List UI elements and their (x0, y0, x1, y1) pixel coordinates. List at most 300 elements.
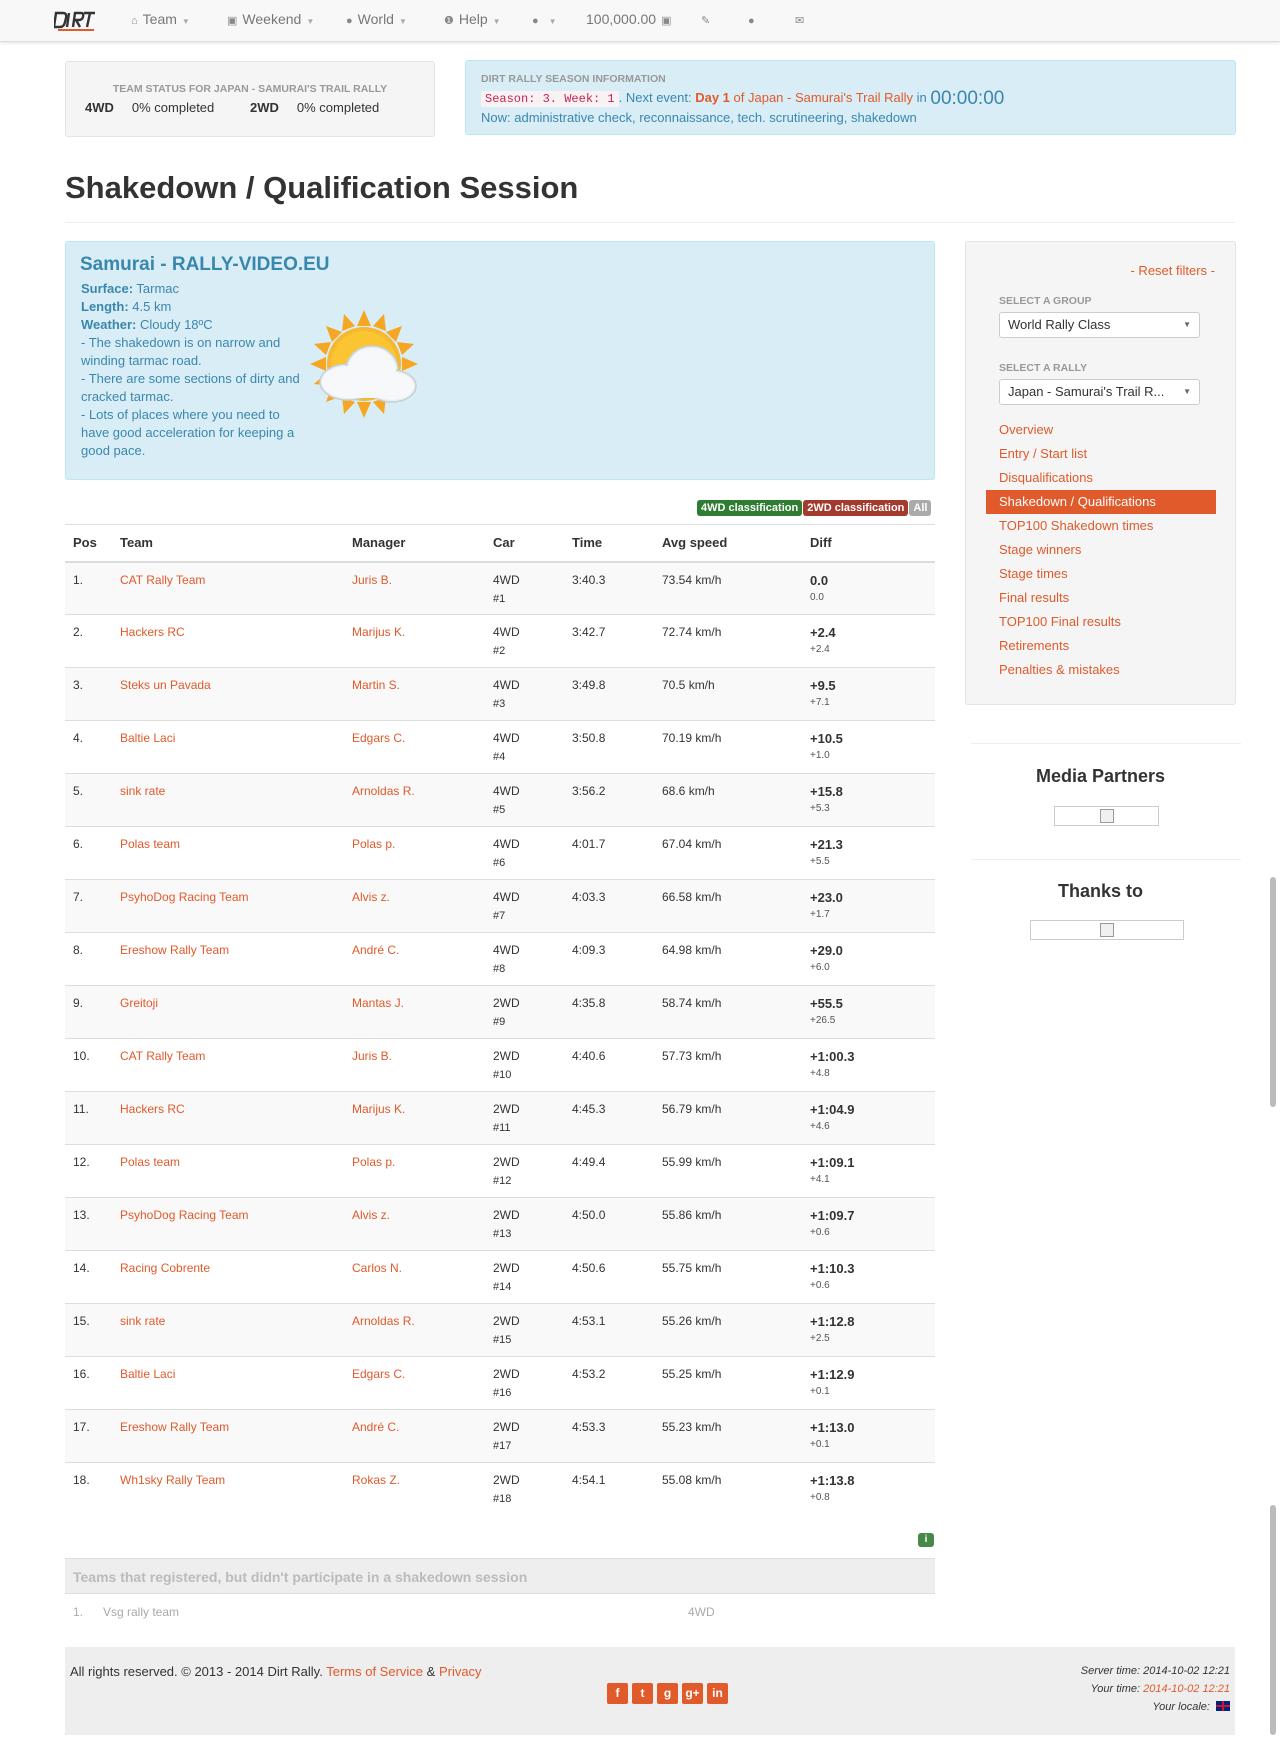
row-manager (344, 1463, 485, 1516)
gap-to-previous: +1.0 (810, 750, 830, 761)
row-pos: 18. (65, 1463, 112, 1516)
stage-note: - Lots of places where you need to have good acceleration for keeping a good pace. (81, 407, 295, 458)
row-team (112, 1410, 344, 1463)
row-diff: +1:00.3 +4.8 (802, 1039, 935, 1092)
page-footer (65, 1647, 1235, 1735)
col-diff: Diff (802, 525, 935, 562)
row-speed: 68.6 km/h (654, 774, 802, 827)
row-manager (344, 615, 485, 668)
row-team (112, 721, 344, 774)
team-link[interactable]: sink rate (120, 784, 166, 798)
next-event-rally: of Japan - Samurai's Trail Rally (729, 90, 914, 105)
gap-to-previous: +5.3 (810, 803, 830, 814)
reset-filters-link[interactable]: - Reset filters - (1130, 263, 1215, 278)
nav-help[interactable]: ❶ Help ▼ (444, 11, 501, 27)
row-manager (344, 1039, 485, 1092)
media-partners-heading: Media Partners (1035, 766, 1166, 786)
sidebar-link-stage-times[interactable]: Stage times (999, 566, 1068, 581)
time-info (1081, 1662, 1230, 1716)
row-diff: +1:09.7 +0.6 (802, 1198, 935, 1251)
row-diff: +23.0 +1.7 (802, 880, 935, 933)
col-car: Car (485, 525, 564, 562)
table-row (65, 1092, 935, 1145)
shakedown-results-table (65, 524, 935, 1516)
row-time: 3:56.2 (564, 774, 654, 827)
sidebar-link-stage-winners[interactable]: Stage winners (999, 542, 1082, 557)
row-team (112, 986, 344, 1039)
gap-to-previous: +4.6 (810, 1121, 830, 1132)
row-car: 2WD #16 (485, 1357, 564, 1410)
manager-link[interactable]: Martin S. (352, 678, 401, 692)
row-speed: 66.58 km/h (654, 880, 802, 933)
nav-mail[interactable] (795, 0, 809, 40)
nav-weekend[interactable]: ▣ Weekend ▼ (227, 11, 315, 27)
row-manager (344, 880, 485, 933)
table-row (65, 1410, 935, 1463)
row-team (112, 615, 344, 668)
sidebar-link-top100-final-results[interactable]: TOP100 Final results (999, 614, 1121, 629)
row-speed: 55.86 km/h (654, 1198, 802, 1251)
row-team (112, 880, 344, 933)
car-number: #5 (493, 804, 506, 816)
car-number: #17 (493, 1440, 512, 1452)
info-icon: ❶ (444, 15, 454, 27)
row-car: 2WD #12 (485, 1145, 564, 1198)
row-time: 4:03.3 (564, 880, 654, 933)
row-team (112, 1092, 344, 1145)
github-icon[interactable]: g (657, 1683, 678, 1704)
manager-link[interactable]: André C. (352, 943, 400, 957)
team-status-panel (65, 61, 435, 137)
season-week-code: Season: 3. Week: 1 (481, 91, 619, 107)
gap-to-previous: +0.1 (810, 1439, 830, 1450)
row-pos: 11. (65, 1092, 112, 1145)
table-row (65, 1463, 935, 1516)
gap-to-previous: +2.4 (810, 644, 830, 655)
table-row (65, 1145, 935, 1198)
team-link[interactable]: Wh1sky Rally Team (120, 1473, 226, 1487)
team-link[interactable]: PsyhoDog Racing Team (120, 890, 249, 904)
table-row (65, 721, 935, 774)
caret-down-icon: ▼ (181, 17, 190, 26)
nav-edit[interactable] (701, 0, 715, 40)
manager-link[interactable]: Mantas J. (352, 996, 405, 1010)
sidebar-link-final-results[interactable]: Final results (999, 590, 1070, 605)
row-pos: 10. (65, 1039, 112, 1092)
row-car: 2WD #9 (485, 986, 564, 1039)
gap-to-previous: +2.5 (810, 1333, 830, 1344)
row-speed: 73.54 km/h (654, 562, 802, 615)
top-navbar (0, 0, 1280, 42)
manager-link[interactable]: Alvis z. (352, 890, 391, 904)
nav-world[interactable]: ● World ▼ (346, 11, 407, 27)
row-speed: 67.04 km/h (654, 827, 802, 880)
gap-to-previous: +0.6 (810, 1227, 830, 1238)
server-time: Server time: 2014-10-02 12:21 (1080, 1665, 1230, 1677)
row-time: 4:35.8 (564, 986, 654, 1039)
row-manager (344, 1357, 485, 1410)
car-number: #4 (493, 751, 506, 763)
row-speed: 70.5 km/h (654, 668, 802, 721)
row-team (112, 774, 344, 827)
row-speed: 55.75 km/h (654, 1251, 802, 1304)
row-speed: 64.98 km/h (654, 933, 802, 986)
sponsor-image[interactable] (1030, 920, 1184, 940)
page-title: Shakedown / Qualification Session (65, 170, 579, 205)
dirt-rally-logo[interactable] (54, 9, 96, 33)
car-number: #1 (493, 592, 506, 605)
gap-to-previous: +1.7 (810, 909, 830, 920)
team-link[interactable]: Racing Cobrente (120, 1261, 211, 1275)
team-link[interactable]: Hackers RC (120, 1102, 185, 1116)
nav-globe[interactable] (748, 0, 760, 40)
broken-image-icon (1100, 809, 1114, 823)
team-link[interactable]: Hackers RC (120, 625, 185, 639)
gap-to-previous: +4.1 (810, 1174, 830, 1185)
car-number: #3 (493, 698, 506, 710)
manager-link[interactable]: Polas p. (352, 1155, 396, 1169)
user-locale: Your locale: (1081, 1698, 1230, 1716)
uk-flag-icon[interactable] (1216, 1701, 1230, 1711)
title-divider (65, 222, 1235, 223)
row-pos: 13. (65, 1198, 112, 1251)
row-car: 2WD #17 (485, 1410, 564, 1463)
row-pos: 4. (65, 721, 112, 774)
stage-note: - There are some sections of dirty and cracked tarmac. (81, 371, 300, 404)
car-number: #8 (493, 963, 506, 975)
manager-link[interactable]: Arnoldas R. (352, 1314, 415, 1328)
team-link[interactable]: PsyhoDog Racing Team (120, 1208, 249, 1222)
row-diff: +2.4 +2.4 (802, 615, 935, 668)
row-diff: +1:10.3 +0.6 (802, 1251, 935, 1304)
nav-balance[interactable]: 100,000.00 ▣ (586, 11, 672, 27)
row-speed: 56.79 km/h (654, 1092, 802, 1145)
caret-down-icon: ▼ (306, 17, 315, 26)
team-status-2wd: 2WD 0% completed (250, 100, 380, 115)
stage-info-panel (65, 241, 935, 480)
stage-surface: Surface: Tarmac (81, 281, 180, 296)
non-participant-car: 4WD (688, 1605, 715, 1619)
linkedin-icon[interactable]: in (707, 1683, 728, 1704)
info-icon[interactable]: i (918, 1533, 934, 1547)
globe-icon: ● (748, 15, 755, 27)
row-speed: 55.23 km/h (654, 1410, 802, 1463)
thanks-to-heading: Thanks to (1057, 881, 1143, 901)
team-link[interactable]: CAT Rally Team (120, 572, 206, 587)
table-row (65, 933, 935, 986)
social-links (607, 1683, 732, 1704)
non-participant-row (65, 1594, 935, 1628)
row-diff: 0.0 0.0 (802, 562, 935, 615)
season-info-title: DIRT RALLY SEASON INFORMATION (481, 73, 666, 85)
twitter-icon[interactable]: t (632, 1683, 653, 1704)
car-number: #10 (493, 1069, 512, 1081)
row-speed: 70.19 km/h (654, 721, 802, 774)
sidebar-divider (971, 743, 1241, 744)
nav-team[interactable]: ⌂ Team ▼ (131, 11, 190, 27)
row-team (112, 1145, 344, 1198)
car-number: #7 (493, 910, 506, 922)
row-team (112, 1251, 344, 1304)
team-link[interactable]: Baltie Laci (120, 731, 176, 745)
team-link[interactable]: Polas team (120, 837, 181, 851)
row-manager (344, 1304, 485, 1357)
non-participant-team: Vsg rally team (103, 1605, 180, 1619)
table-row (65, 1198, 935, 1251)
table-row (65, 986, 935, 1039)
gap-to-previous: +0.1 (810, 1386, 830, 1397)
row-car: 4WD #2 (485, 615, 564, 668)
manager-link[interactable]: Polas p. (352, 837, 396, 851)
gap-to-previous: +0.6 (810, 1280, 830, 1291)
gap-to-previous: +4.8 (810, 1068, 830, 1079)
team-link[interactable]: sink rate (120, 1314, 166, 1328)
row-diff: +21.3 +5.5 (802, 827, 935, 880)
row-manager (344, 1410, 485, 1463)
col-pos: Pos (65, 525, 112, 562)
stage-length: Length: 4.5 km (81, 299, 172, 314)
row-team (112, 827, 344, 880)
manager-link[interactable]: Marijus K. (352, 625, 406, 639)
row-pos: 16. (65, 1357, 112, 1410)
filter-sidebar (965, 241, 1236, 705)
car-number: #2 (493, 645, 506, 657)
rally-section-nav (986, 418, 1216, 682)
manager-link[interactable]: Alvis z. (352, 1208, 391, 1222)
car-number: #12 (493, 1175, 512, 1187)
gap-to-previous: +7.1 (810, 697, 830, 708)
team-link[interactable]: Ereshow Rally Team (120, 1420, 230, 1434)
row-pos: 12. (65, 1145, 112, 1198)
row-time: 4:40.6 (564, 1039, 654, 1092)
manager-link[interactable]: André C. (352, 1420, 400, 1434)
team-link[interactable]: Greitoji (120, 996, 159, 1010)
sidebar-link-top100-shakedown-times[interactable]: TOP100 Shakedown times (999, 518, 1154, 533)
caret-down-icon: ▼ (548, 17, 557, 26)
group-select[interactable]: World Rally Class ▼ (999, 312, 1200, 338)
row-time: 4:50.6 (564, 1251, 654, 1304)
car-number: #15 (493, 1334, 512, 1346)
manager-link[interactable]: Edgars C. (352, 1367, 406, 1381)
globe-icon: ● (346, 15, 353, 27)
classification-filters (696, 499, 931, 516)
row-speed: 55.26 km/h (654, 1304, 802, 1357)
row-time: 3:50.8 (564, 721, 654, 774)
manager-link[interactable]: Marijus K. (352, 1102, 406, 1116)
row-pos: 14. (65, 1251, 112, 1304)
row-pos: 2. (65, 615, 112, 668)
row-diff: +1:12.9 +0.1 (802, 1357, 935, 1410)
sidebar-link-entry-start-list[interactable]: Entry / Start list (999, 446, 1088, 461)
row-team (112, 1039, 344, 1092)
row-speed: 72.74 km/h (654, 615, 802, 668)
scrollbar-thumb[interactable] (1270, 877, 1276, 1107)
row-diff: +55.5 +26.5 (802, 986, 935, 1039)
facebook-icon[interactable]: f (607, 1683, 628, 1704)
filter-2wd-button[interactable]: 2WD classification (803, 500, 908, 516)
nav-user[interactable] (532, 0, 557, 40)
car-number: #6 (493, 857, 506, 869)
row-time: 4:54.1 (564, 1463, 654, 1516)
car-number: #18 (493, 1493, 512, 1505)
row-pos: 3. (65, 668, 112, 721)
manager-link[interactable]: Arnoldas R. (352, 784, 415, 798)
stage-details (81, 280, 311, 460)
table-row (65, 880, 935, 933)
row-time: 4:01.7 (564, 827, 654, 880)
sidebar-divider (971, 859, 1241, 860)
table-row (65, 1304, 935, 1357)
row-diff: +1:12.8 +2.5 (802, 1304, 935, 1357)
row-time: 4:53.1 (564, 1304, 654, 1357)
row-diff: +1:13.8 +0.8 (802, 1463, 935, 1516)
row-car: 4WD #3 (485, 668, 564, 721)
envelope-icon: ✉ (795, 15, 805, 27)
row-diff: +9.5 +7.1 (802, 668, 935, 721)
table-header-row (65, 525, 935, 562)
row-time: 4:49.4 (564, 1145, 654, 1198)
caret-down-icon: ▼ (492, 17, 501, 26)
stage-note: - The shakedown is on narrow and winding tarmac road. (81, 335, 281, 368)
sidebar-link-disqualifications[interactable]: Disqualifications (999, 470, 1093, 485)
dropdown-arrow-icon: ▼ (1183, 387, 1191, 396)
season-info-panel (465, 60, 1236, 135)
team-link[interactable]: CAT Rally Team (120, 1049, 206, 1063)
row-diff: +29.0 +6.0 (802, 933, 935, 986)
row-team (112, 933, 344, 986)
manager-link[interactable]: Juris B. (352, 1049, 393, 1063)
row-speed: 55.25 km/h (654, 1357, 802, 1410)
picture-icon: ▣ (227, 15, 238, 27)
row-manager (344, 1092, 485, 1145)
terms-link[interactable]: Terms of Service (326, 1664, 424, 1679)
row-pos: 17. (65, 1410, 112, 1463)
row-time: 3:42.7 (564, 615, 654, 668)
table-row (65, 615, 935, 668)
dropdown-arrow-icon: ▼ (1183, 320, 1191, 329)
table-row (65, 774, 935, 827)
rally-select[interactable]: Japan - Samurai's Trail R... ▼ (999, 379, 1200, 405)
filter-4wd-button[interactable]: 4WD classification (697, 500, 802, 516)
row-pos: 7. (65, 880, 112, 933)
row-pos: 9. (65, 986, 112, 1039)
team-link[interactable]: Polas team (120, 1155, 181, 1169)
table-row (65, 1251, 935, 1304)
row-time: 4:09.3 (564, 933, 654, 986)
manager-link[interactable]: Juris B. (352, 572, 393, 587)
row-manager (344, 1145, 485, 1198)
manager-link[interactable]: Edgars C. (352, 731, 406, 745)
table-row (65, 827, 935, 880)
row-manager (344, 1198, 485, 1251)
row-manager (344, 1251, 485, 1304)
table-row (65, 1357, 935, 1410)
google-plus-icon[interactable]: g+ (682, 1683, 703, 1704)
team-status-4wd: 4WD 0% completed (85, 100, 215, 115)
row-team (112, 668, 344, 721)
countdown-timer: 00:00:00 (930, 88, 1005, 109)
caret-down-icon: ▼ (398, 17, 407, 26)
sidebar-link-overview[interactable]: Overview (999, 422, 1054, 437)
row-manager (344, 933, 485, 986)
row-pos: 15. (65, 1304, 112, 1357)
row-car: 4WD #8 (485, 933, 564, 986)
row-diff: +1:13.0 +0.1 (802, 1410, 935, 1463)
row-car: 2WD #10 (485, 1039, 564, 1092)
next-event-day: Day 1 (695, 90, 730, 105)
row-team (112, 1198, 344, 1251)
row-manager (344, 774, 485, 827)
row-speed: 58.74 km/h (654, 986, 802, 1039)
table-row (65, 562, 935, 615)
team-link[interactable]: Steks un Pavada (120, 678, 211, 692)
car-number: #13 (493, 1228, 512, 1240)
privacy-link[interactable]: Privacy (438, 1664, 482, 1679)
car-number: #11 (493, 1122, 511, 1134)
row-pos: 6. (65, 827, 112, 880)
gap-to-previous: 0.0 (810, 591, 824, 603)
col-manager: Manager (344, 525, 485, 562)
next-event-line: Season: 3. Week: 1 . Next event: Day 1 of Japan - Samurai's Trail Rally in 00:00:00 (481, 88, 1004, 110)
col-team: Team (112, 525, 344, 562)
row-time: 4:45.3 (564, 1092, 654, 1145)
row-car: 4WD #4 (485, 721, 564, 774)
user-icon: ● (532, 15, 539, 27)
non-participant-pos: 1. (73, 1605, 84, 1619)
media-partner-image[interactable] (1054, 806, 1159, 826)
row-pos: 8. (65, 933, 112, 986)
row-team (112, 1463, 344, 1516)
broken-image-icon (1100, 923, 1114, 937)
manager-link[interactable]: Rokas Z. (352, 1473, 401, 1487)
sidebar-link-shakedown-qualifications[interactable]: Shakedown / Qualifications (986, 490, 1216, 514)
sidebar-link-penalties-mistakes[interactable]: Penalties & mistakes (999, 662, 1120, 677)
row-diff: +10.5 +1.0 (802, 721, 935, 774)
gap-to-previous: +0.8 (810, 1492, 830, 1503)
current-activities: Now: administrative check, reconnaissance, tech. scrutineering, shakedown (481, 110, 917, 125)
scrollbar-thumb[interactable] (1270, 1505, 1276, 1735)
row-team (112, 1357, 344, 1410)
col-time: Time (564, 525, 654, 562)
gap-to-previous: +26.5 (810, 1015, 836, 1026)
row-car: 2WD #15 (485, 1304, 564, 1357)
row-team (112, 562, 344, 615)
manager-link[interactable]: Carlos N. (352, 1261, 403, 1275)
gap-to-previous: +6.0 (810, 962, 830, 973)
filter-all-button[interactable]: All (909, 500, 931, 516)
row-diff: +1:04.9 +4.6 (802, 1092, 935, 1145)
row-speed: 55.08 km/h (654, 1463, 802, 1516)
row-time: 4:53.3 (564, 1410, 654, 1463)
row-time: 4:53.2 (564, 1357, 654, 1410)
sidebar-link-retirements[interactable]: Retirements (999, 638, 1070, 653)
cloudy-sun-icon (306, 310, 434, 428)
row-pos: 5. (65, 774, 112, 827)
team-link[interactable]: Baltie Laci (120, 1367, 176, 1381)
car-number: #14 (493, 1281, 512, 1293)
row-car: 2WD #14 (485, 1251, 564, 1304)
row-speed: 55.99 km/h (654, 1145, 802, 1198)
table-row (65, 668, 935, 721)
team-link[interactable]: Ereshow Rally Team (120, 943, 230, 957)
row-manager (344, 562, 485, 615)
gap-to-previous: +5.5 (810, 856, 830, 867)
row-time: 3:49.8 (564, 668, 654, 721)
row-time: 4:50.0 (564, 1198, 654, 1251)
col-avg-speed: Avg speed (654, 525, 802, 562)
row-manager (344, 721, 485, 774)
car-number: #9 (493, 1016, 506, 1028)
